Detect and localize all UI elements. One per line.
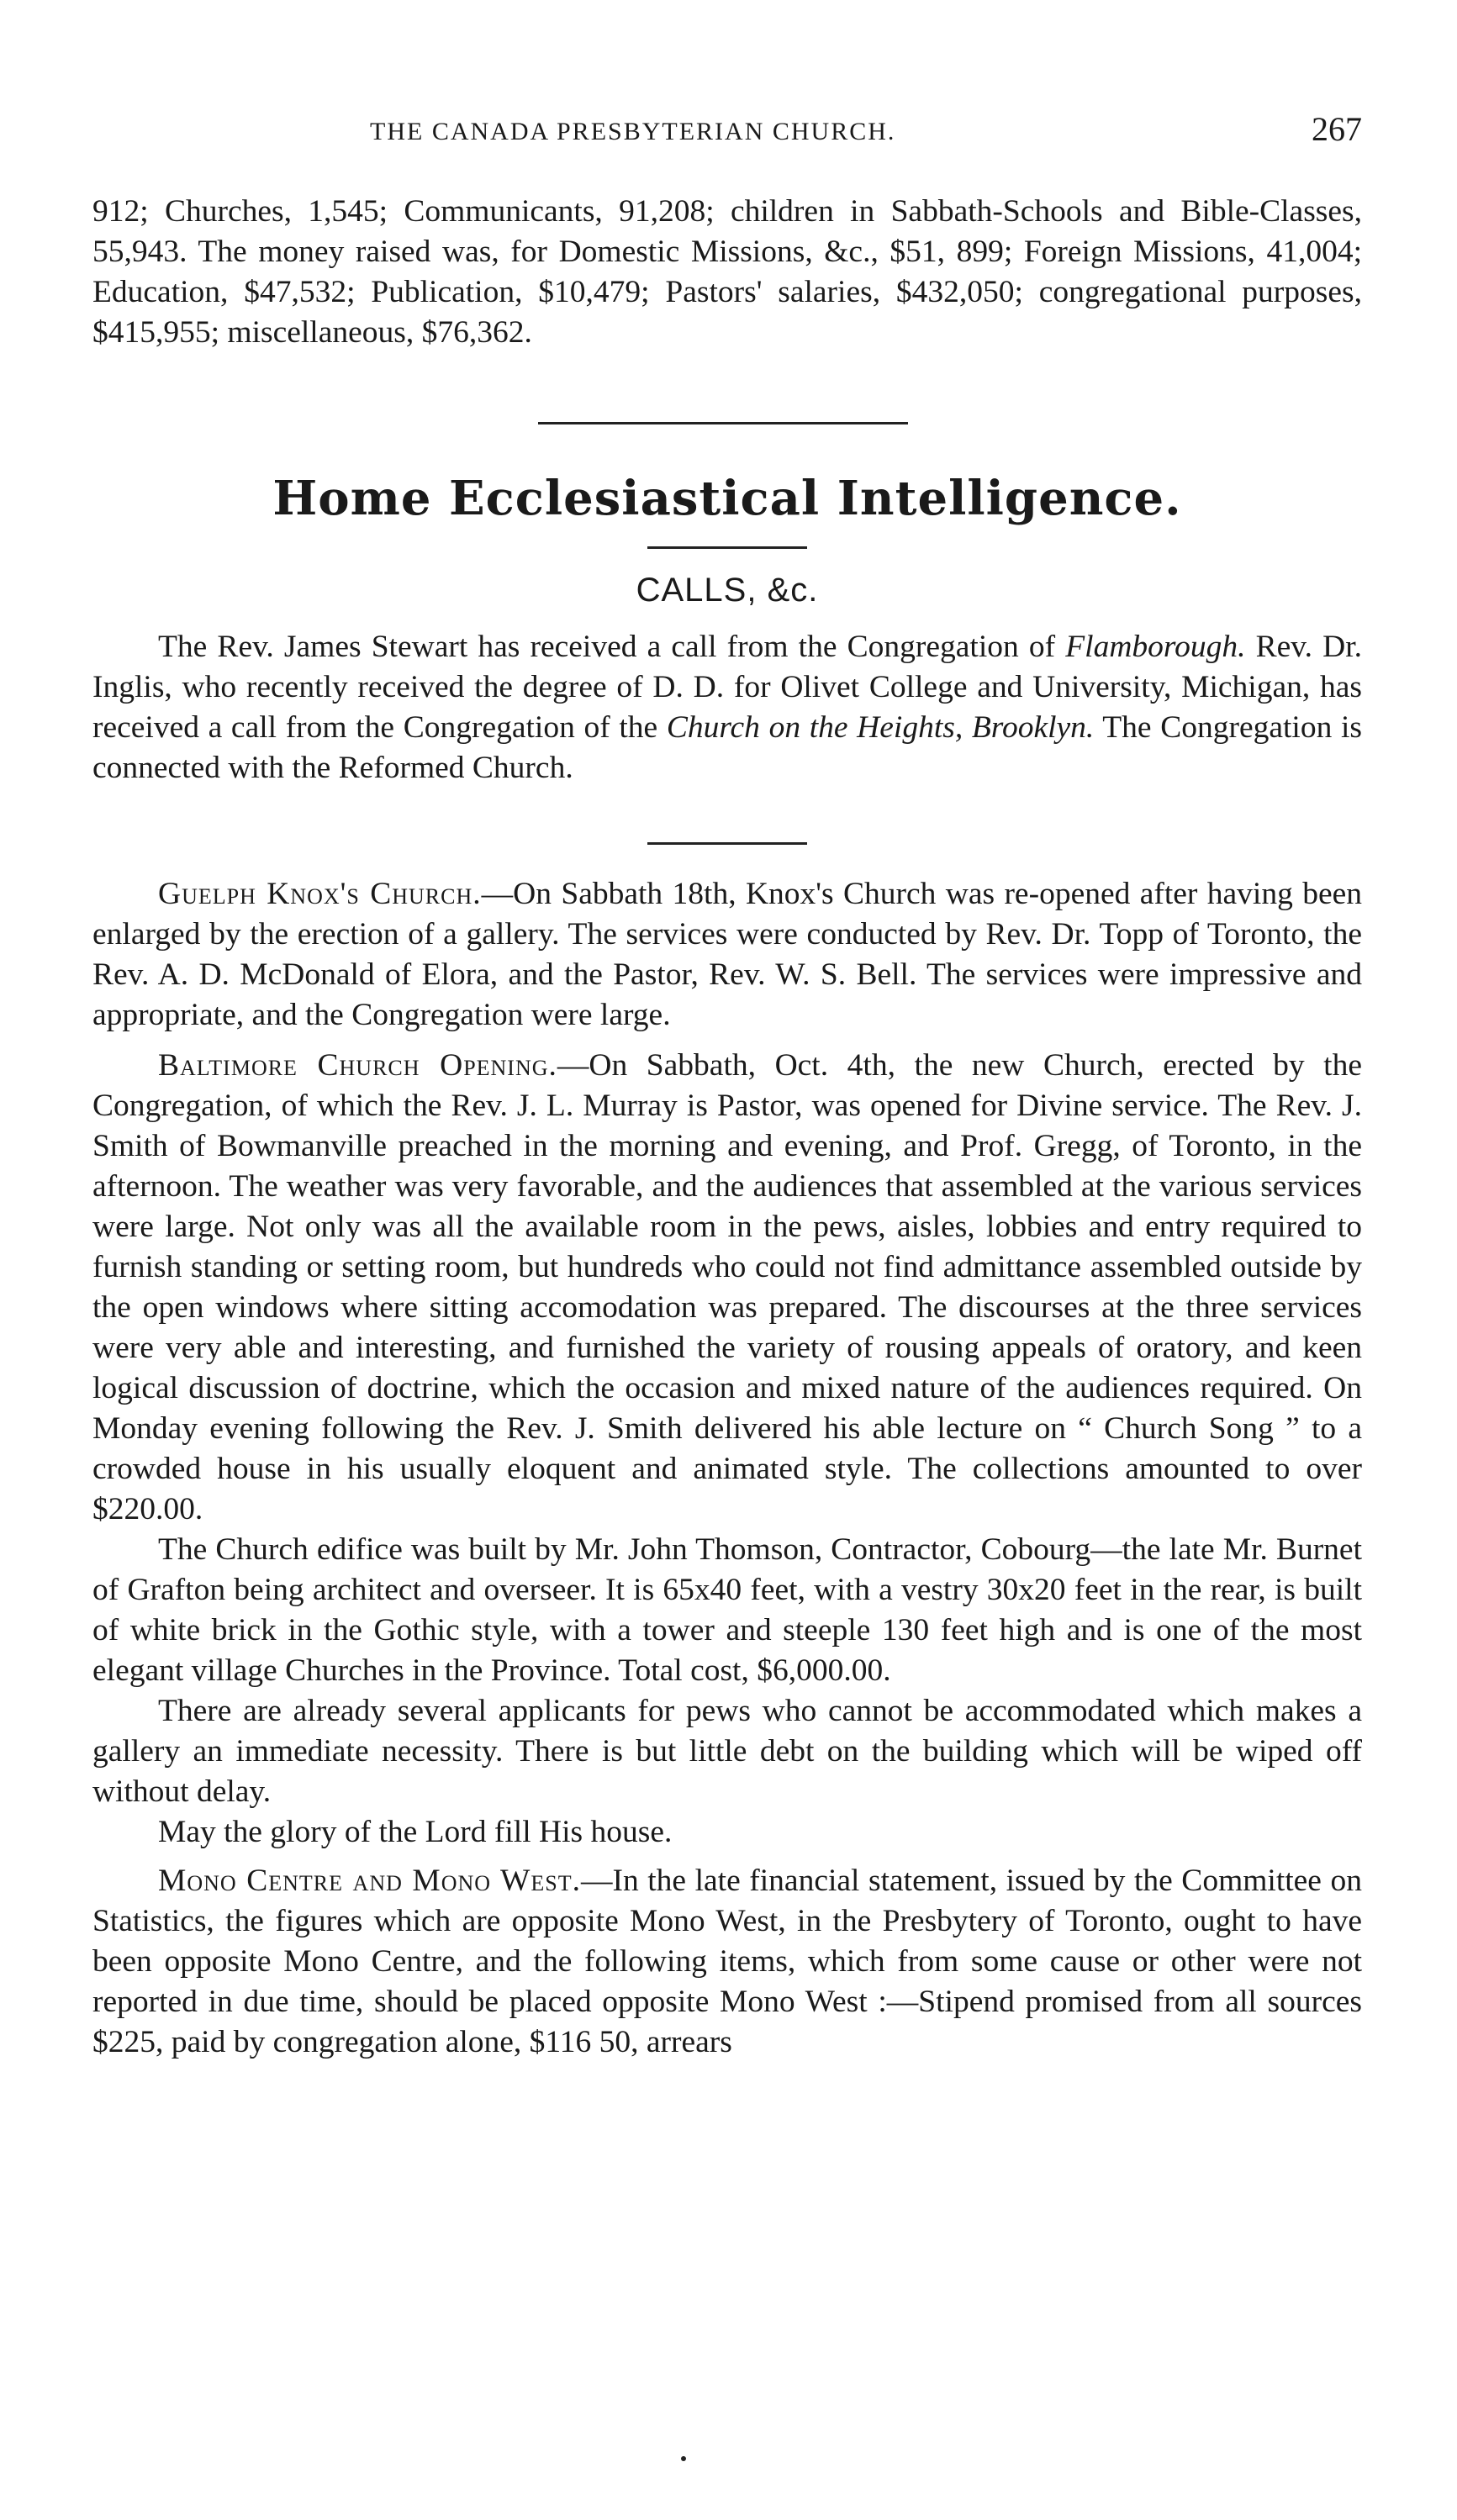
page-mark [681, 2456, 686, 2461]
calls-text-3: The Congregation is connected with the Reformed Church. [92, 710, 1362, 785]
calls-text-2: Rev. Dr. Inglis, who recently received the degree of D. D. for Olivet College and University, Michigan, has received a call from the Congregation of the [92, 630, 1362, 745]
calls-block [92, 627, 1362, 788]
baltimore-paragraph [92, 1046, 1362, 1530]
guelph-paragraph [92, 874, 1362, 1036]
intro-block [92, 192, 1362, 353]
mono-text: —In the late financial statement, issued by the Committee on Statistics, the figures which are opposite Mono West, in the Presbytery of Toronto, ought to have been opposite Mono Centre, and the following items, which from some cause or other were not reported in due time, should be placed opposite Mono West :—Stipend promised from all sources $225, paid by congregation alone, $116 50, arrears [92, 1864, 1363, 2059]
page-number: 267 [1312, 110, 1362, 148]
baltimore-paragraph-4: May the glory of the Lord fill His house. [158, 1815, 673, 1849]
mono-lead: Mono Centre and Mono West. [158, 1864, 581, 1898]
place-flamborough: Flamborough. [1065, 630, 1246, 664]
divider-top [538, 422, 908, 424]
mono-paragraph [92, 1861, 1362, 2063]
place-brooklyn: Church on the Heights, Brooklyn. [666, 710, 1095, 745]
baltimore-paragraph-2: The Church edifice was built by Mr. John Thomson, Contractor, Cobourg—the late Mr. Burnet of Grafton being architect and overseer. It is 65x40 feet, with a vestry 30x20 feet in the rear, is built of white brick in the Gothic style, with a tower and steeple 130 feet high and is one of the most elegant village Churches in the Province. Total cost, $6,000.00. [92, 1532, 1362, 1688]
intro-paragraph: 912; Churches, 1,545; Communicants, 91,208; children in Sabbath-Schools and Bible-Classes, 55,943. The money raised was, for Domestic Missions, &c., $51, 899; Foreign Missions, 41,004; Education, $47,532; Publication, $10,479; Pastors' salaries, $432,050; congregational purposes, $415,955; miscellaneous, $76,362. [92, 194, 1362, 350]
baltimore-text: —On Sabbath, Oct. 4th, the new Church, erected by the Congregation, of which the Rev. J. L. Murray is Pastor, was opened for Divine service. The Rev. J. Smith of Bowmanville preached in the morning and evening, and Prof. Gregg, of Toronto, in the afternoon. The weather was very favorable, and the audiences that assembled at the various services were large. Not only was all the available room in the pews, aisles, lobbies and entry required to furnish standing or setting room, but hundreds who could not find admittance assembled outside by the open windows where sitting accomodation was prepared. The discourses at the three services were very able and interesting, and furnished the variety of rousing appeals of oratory, and keen logical discussion of doctrine, which the occasion and mixed nature of the audiences required. On Monday evening following the Rev. J. Smith delivered his able lecture on “ Church Song ” to a crowded house in his usually eloquent and animated style. The collections amounted to over $220.00. [92, 1048, 1362, 1526]
running-head [92, 109, 1362, 160]
divider-calls [647, 842, 807, 845]
running-title: THE CANADA PRESBYTERIAN CHURCH. [370, 118, 896, 145]
guelph-text: —On Sabbath 18th, Knox's Church was re-opened after having been enlarged by the erection of a gallery. The services were conducted by Rev. Dr. Topp of Toronto, the Rev. A. D. McDonald of Elora, and the Pastor, Rev. W. S. Bell. The services were impressive and appropriate, and the Congregation were large. [92, 877, 1363, 1032]
section-title: Home Ecclesiastical Intelligence. [272, 471, 1182, 526]
calls-subheading: CALLS, &c. [636, 572, 819, 609]
guelph-lead: Guelph Knox's Church. [158, 877, 482, 911]
news-block [92, 874, 1362, 2063]
baltimore-lead: Baltimore Church Opening. [158, 1048, 557, 1083]
calls-text-1: The Rev. James Stewart has received a call from the Congregation of [158, 630, 1066, 664]
divider-title [647, 546, 807, 549]
calls-paragraph [92, 627, 1362, 788]
baltimore-paragraph-3: There are already several applicants for pews who cannot be accommodated which makes a gallery an immediate necessity. There is but little debt on the building which will be wiped off without delay. [92, 1694, 1362, 1809]
